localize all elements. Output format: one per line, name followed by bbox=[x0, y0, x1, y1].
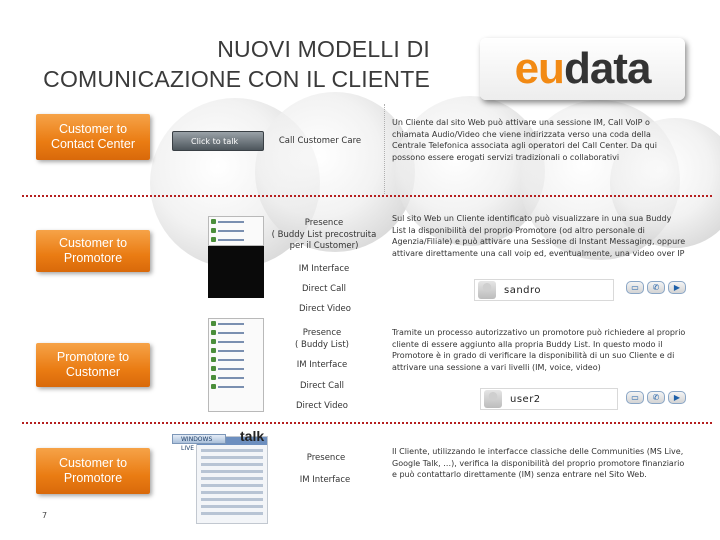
customer-to-promotore-button[interactable] bbox=[36, 230, 150, 272]
button-line-2: Promotore bbox=[63, 471, 123, 485]
contact-name: sandro bbox=[504, 284, 542, 296]
button-line-1: Customer to bbox=[58, 456, 128, 470]
contact-actions bbox=[626, 281, 686, 294]
im-interface-label: IM Interface bbox=[296, 360, 348, 370]
user-avatar-icon bbox=[478, 281, 496, 299]
logo-data: data bbox=[563, 44, 651, 93]
google-talk-logo: talk bbox=[240, 428, 265, 444]
im-interface-label: IM Interface bbox=[299, 475, 351, 485]
chat-icon[interactable]: ▭ bbox=[626, 281, 644, 294]
click-to-talk-label: Click to talk bbox=[191, 136, 239, 146]
customer-to-contact-center-button[interactable] bbox=[36, 114, 150, 160]
button-line-2: Promotore bbox=[63, 251, 123, 265]
logo-eu: eu bbox=[514, 44, 564, 93]
customer-to-promotore-community-button[interactable] bbox=[36, 448, 150, 494]
community-messenger-window bbox=[196, 436, 268, 524]
video-icon[interactable]: ▶ bbox=[668, 281, 686, 294]
button-line-2: Customer bbox=[65, 365, 121, 379]
buddy-list-window bbox=[208, 318, 264, 412]
promotore-to-customer-button[interactable] bbox=[36, 343, 150, 387]
section-divider-1 bbox=[22, 195, 712, 197]
windows-live-badge: WINDOWS LIVE bbox=[172, 434, 226, 444]
page-number: 7 bbox=[42, 511, 48, 520]
phone-icon[interactable]: ✆ bbox=[647, 391, 665, 404]
call-customer-care-label: Call Customer Care bbox=[278, 136, 362, 146]
buddy-list-label: ( Buddy List precostruita per il Customer) bbox=[271, 230, 377, 251]
video-icon[interactable]: ▶ bbox=[668, 391, 686, 404]
vertical-separator bbox=[384, 104, 385, 194]
page-title bbox=[30, 34, 430, 94]
phone-icon[interactable]: ✆ bbox=[647, 281, 665, 294]
section-2-description: Sul sito Web un Cliente identificato può visualizzare in una sua Buddy List la disponibilità del proprio Promotore (od altro personale di Agenzia/Filiale) e può attivare una Sessione di Instant Messaging, oppure attivare direttamente una call voip ed, eventualmente, una video over IP bbox=[392, 214, 686, 258]
click-to-talk-button[interactable] bbox=[172, 131, 264, 151]
chat-icon[interactable]: ▭ bbox=[626, 391, 644, 404]
section-3-description: Tramite un processo autorizzativo un promotore può richiedere al proprio cliente di essere aggiunto alla propria Buddy List. In questo modo il Promotore è in grado di verificare la disponibilità di un suo Cliente e di attrivare una sessione a vari livelli (IM, voice, video) bbox=[392, 328, 686, 372]
section-4-description: Il Cliente, utilizzando le interfacce classiche delle Communities (MS Live, Google Talk, …), verifica la disponibilità del proprio promotore finanziario e può contattarlo direttamente (IM) senza entrare nel Sito Web. bbox=[392, 447, 685, 479]
button-line-1: Customer to bbox=[58, 122, 128, 136]
buddy-list-window bbox=[208, 216, 264, 246]
im-interface-label: IM Interface bbox=[298, 264, 350, 274]
presence-label: Presence bbox=[302, 328, 342, 338]
section-divider-2 bbox=[22, 422, 712, 424]
button-line-1: Promotore to bbox=[56, 350, 130, 364]
button-line-1: Customer to bbox=[58, 236, 128, 250]
presence-label: Presence bbox=[304, 218, 344, 228]
buddy-list-label: ( Buddy List) bbox=[295, 340, 349, 350]
contact-sandro[interactable] bbox=[474, 279, 614, 301]
direct-call-label: Direct Call bbox=[301, 284, 347, 294]
contact-name: user2 bbox=[510, 393, 541, 405]
contact-user2[interactable] bbox=[480, 388, 618, 410]
eudata-logo bbox=[480, 38, 685, 100]
direct-video-label: Direct Video bbox=[299, 304, 351, 314]
video-window bbox=[208, 246, 264, 298]
direct-video-label: Direct Video bbox=[296, 401, 348, 411]
direct-call-label: Direct Call bbox=[299, 381, 345, 391]
title-line-1: NUOVI MODELLI DI bbox=[217, 36, 430, 62]
section-1-description: Un Cliente dal sito Web può attivare una sessione IM, Call VoIP o chiamata Audio/Video che viene indirizzata verso una coda della Centrale Telefonica associata agli operatori del Call Center. Da qui possono essere erogati servizi tradizionali o collaborativi bbox=[392, 118, 657, 162]
user-avatar-icon bbox=[484, 390, 502, 408]
button-line-2: Contact Center bbox=[50, 137, 136, 151]
title-line-2: COMUNICAZIONE CON IL CLIENTE bbox=[43, 66, 430, 92]
contact-actions bbox=[626, 391, 686, 404]
presence-label: Presence bbox=[306, 453, 346, 463]
